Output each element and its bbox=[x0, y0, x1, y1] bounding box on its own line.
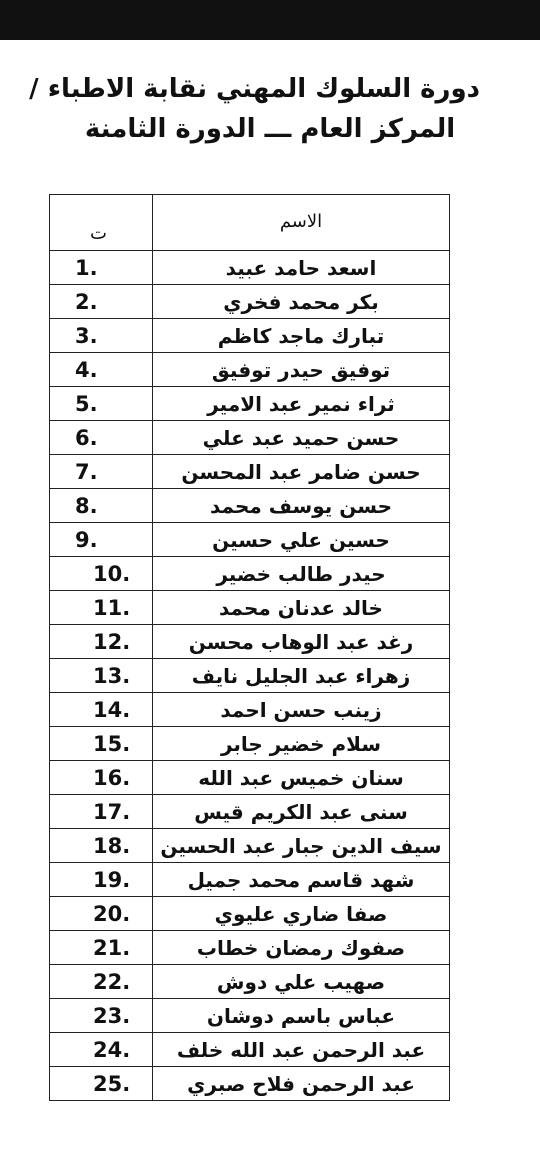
document-title-line-1: دورة السلوك المهني نقابة الاطباء / bbox=[29, 74, 480, 104]
row-number: 18. bbox=[50, 829, 153, 863]
row-number: 7. bbox=[50, 455, 153, 489]
table-header-row bbox=[50, 195, 450, 251]
top-dark-bar bbox=[0, 0, 540, 40]
participant-name: اسعد حامد عبيد bbox=[153, 251, 450, 285]
table-row bbox=[50, 1033, 450, 1067]
row-number: 19. bbox=[50, 863, 153, 897]
participant-name: عبد الرحمن عبد الله خلف bbox=[153, 1033, 450, 1067]
table-row bbox=[50, 795, 450, 829]
table-row bbox=[50, 727, 450, 761]
row-number: 10. bbox=[50, 557, 153, 591]
participant-name: بكر محمد فخري bbox=[153, 285, 450, 319]
row-number: 1. bbox=[50, 251, 153, 285]
row-number: 8. bbox=[50, 489, 153, 523]
table-row bbox=[50, 421, 450, 455]
row-number: 17. bbox=[50, 795, 153, 829]
participant-name: خالد عدنان محمد bbox=[153, 591, 450, 625]
participant-name: زينب حسن احمد bbox=[153, 693, 450, 727]
header-name: الاسم bbox=[153, 195, 450, 251]
participant-name: حسين علي حسين bbox=[153, 523, 450, 557]
participants-table bbox=[49, 194, 450, 1101]
participant-name: سنى عبد الكريم قيس bbox=[153, 795, 450, 829]
row-number: 2. bbox=[50, 285, 153, 319]
table-row bbox=[50, 353, 450, 387]
table-row bbox=[50, 931, 450, 965]
row-number: 25. bbox=[50, 1067, 153, 1101]
table-row bbox=[50, 251, 450, 285]
table-row bbox=[50, 1067, 450, 1101]
participant-name: حسن حميد عبد علي bbox=[153, 421, 450, 455]
table-row bbox=[50, 693, 450, 727]
participant-name: حيدر طالب خضير bbox=[153, 557, 450, 591]
participant-name: تبارك ماجد كاظم bbox=[153, 319, 450, 353]
table-row bbox=[50, 659, 450, 693]
row-number: 13. bbox=[50, 659, 153, 693]
header-number: ت bbox=[50, 195, 153, 251]
row-number: 16. bbox=[50, 761, 153, 795]
table-row bbox=[50, 897, 450, 931]
participant-name: ثراء نمير عبد الامير bbox=[153, 387, 450, 421]
participant-name: شهد قاسم محمد جميل bbox=[153, 863, 450, 897]
table-row bbox=[50, 455, 450, 489]
row-number: 22. bbox=[50, 965, 153, 999]
participant-name: زهراء عبد الجليل نايف bbox=[153, 659, 450, 693]
table-row bbox=[50, 829, 450, 863]
row-number: 4. bbox=[50, 353, 153, 387]
row-number: 24. bbox=[50, 1033, 153, 1067]
table-row bbox=[50, 965, 450, 999]
participant-name: سنان خميس عبد الله bbox=[153, 761, 450, 795]
row-number: 20. bbox=[50, 897, 153, 931]
table-row bbox=[50, 591, 450, 625]
table-row bbox=[50, 999, 450, 1033]
table-row bbox=[50, 387, 450, 421]
row-number: 12. bbox=[50, 625, 153, 659]
participant-name: حسن ضامر عبد المحسن bbox=[153, 455, 450, 489]
table-row bbox=[50, 523, 450, 557]
row-number: 9. bbox=[50, 523, 153, 557]
row-number: 15. bbox=[50, 727, 153, 761]
document-title-line-2: المركز العام ـــ الدورة الثامنة bbox=[84, 114, 456, 144]
row-number: 23. bbox=[50, 999, 153, 1033]
table-row bbox=[50, 557, 450, 591]
row-number: 21. bbox=[50, 931, 153, 965]
row-number: 6. bbox=[50, 421, 153, 455]
participant-name: توفيق حيدر توفيق bbox=[153, 353, 450, 387]
table-row bbox=[50, 761, 450, 795]
table-row bbox=[50, 319, 450, 353]
row-number: 3. bbox=[50, 319, 153, 353]
participant-name: صفوك رمضان خطاب bbox=[153, 931, 450, 965]
participant-name: صفا ضاري عليوي bbox=[153, 897, 450, 931]
table-row bbox=[50, 625, 450, 659]
table-row bbox=[50, 863, 450, 897]
participant-name: صهيب علي دوش bbox=[153, 965, 450, 999]
table-row bbox=[50, 489, 450, 523]
row-number: 11. bbox=[50, 591, 153, 625]
participant-name: حسن يوسف محمد bbox=[153, 489, 450, 523]
participant-name: سلام خضير جابر bbox=[153, 727, 450, 761]
participant-name: رغد عبد الوهاب محسن bbox=[153, 625, 450, 659]
participant-name: عباس باسم دوشان bbox=[153, 999, 450, 1033]
row-number: 5. bbox=[50, 387, 153, 421]
participant-name: عبد الرحمن فلاح صبري bbox=[153, 1067, 450, 1101]
table-row bbox=[50, 285, 450, 319]
participant-name: سيف الدين جبار عبد الحسين bbox=[153, 829, 450, 863]
row-number: 14. bbox=[50, 693, 153, 727]
